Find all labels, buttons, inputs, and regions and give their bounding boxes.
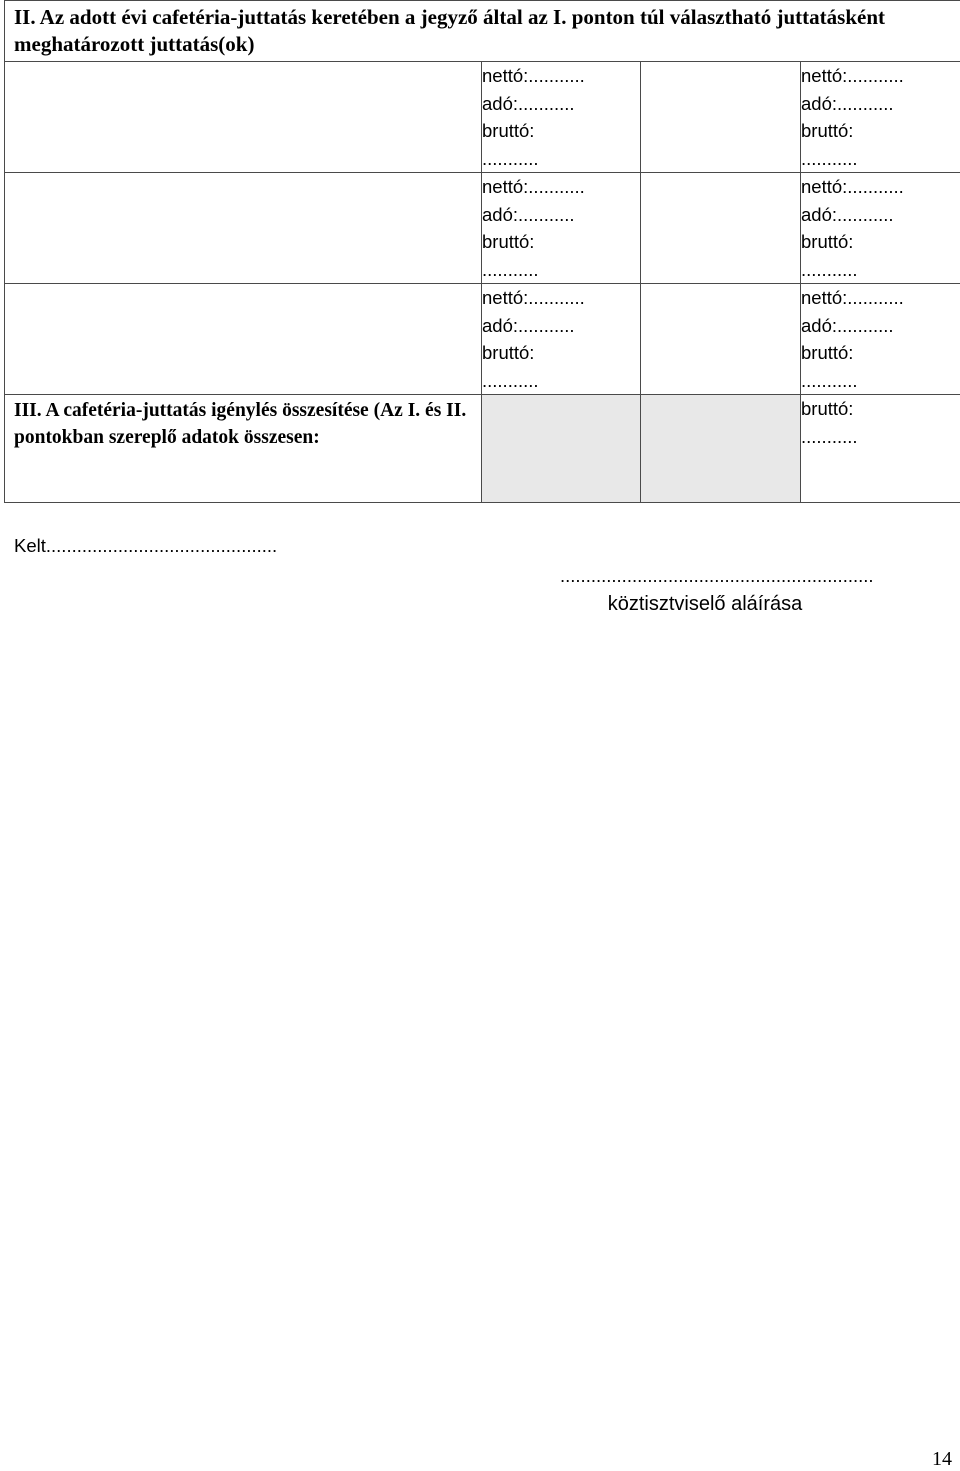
table-row (5, 62, 960, 173)
brutto-dots: ........... (482, 367, 640, 395)
signature-block (560, 562, 850, 618)
empty-cell[interactable] (641, 62, 801, 173)
netto-label: nettó:........... (801, 173, 960, 201)
signature-line[interactable]: ............................................................. (560, 562, 850, 590)
brutto-label: bruttó: (801, 228, 960, 256)
ado-label: adó:........... (801, 201, 960, 229)
brutto-dots: ........... (482, 256, 640, 284)
brutto-label: bruttó: (801, 395, 960, 423)
cafeteria-form-table (4, 0, 960, 503)
page-number: 14 (932, 1448, 952, 1471)
table-row (5, 173, 960, 284)
shaded-cell (482, 395, 641, 503)
ado-label: adó:........... (482, 312, 640, 340)
shaded-cell (641, 395, 801, 503)
table-row (5, 284, 960, 395)
summary-row (5, 395, 960, 503)
summary-amount-cell[interactable] (801, 395, 960, 503)
section-2-header-row (5, 1, 960, 62)
netto-label: nettó:........... (482, 62, 640, 90)
brutto-dots: ........... (801, 367, 960, 395)
amount-cell[interactable] (801, 62, 960, 173)
summary-label-cell (5, 395, 482, 503)
brutto-label: bruttó: (801, 339, 960, 367)
ado-label: adó:........... (801, 312, 960, 340)
amount-cell[interactable] (801, 284, 960, 395)
empty-cell[interactable] (641, 284, 801, 395)
section-3-title: III. A cafetéria-juttatás igénylés összesítése (Az I. és II. pontokban szereplő adatok összesen: (5, 395, 481, 451)
section-2-header-cell (5, 1, 960, 62)
brutto-dots: ........... (482, 145, 640, 173)
amount-cell[interactable] (801, 173, 960, 284)
section-2-title: II. Az adott évi cafetéria-juttatás keretében a jegyző által az I. ponton túl választható juttatásként meghatározott juttatás(ok) (5, 1, 960, 58)
benefit-name-cell[interactable] (5, 284, 482, 395)
brutto-label: bruttó: (482, 228, 640, 256)
netto-label: nettó:........... (482, 173, 640, 201)
amount-cell[interactable] (482, 62, 641, 173)
netto-label: nettó:........... (482, 284, 640, 312)
netto-label: nettó:........... (801, 62, 960, 90)
brutto-dots: ........... (801, 145, 960, 173)
benefit-name-cell[interactable] (5, 173, 482, 284)
brutto-label: bruttó: (482, 339, 640, 367)
empty-cell[interactable] (641, 173, 801, 284)
ado-label: adó:........... (482, 90, 640, 118)
amount-cell[interactable] (482, 284, 641, 395)
brutto-label: bruttó: (801, 117, 960, 145)
netto-label: nettó:........... (801, 284, 960, 312)
ado-label: adó:........... (482, 201, 640, 229)
signature-label: köztisztviselő aláírása (560, 590, 850, 618)
amount-cell[interactable] (482, 173, 641, 284)
brutto-label: bruttó: (482, 117, 640, 145)
brutto-dots: ........... (801, 256, 960, 284)
brutto-dots: ........... (801, 423, 960, 451)
benefit-name-cell[interactable] (5, 62, 482, 173)
date-place-field[interactable]: Kelt............................................. (14, 535, 277, 557)
ado-label: adó:........... (801, 90, 960, 118)
